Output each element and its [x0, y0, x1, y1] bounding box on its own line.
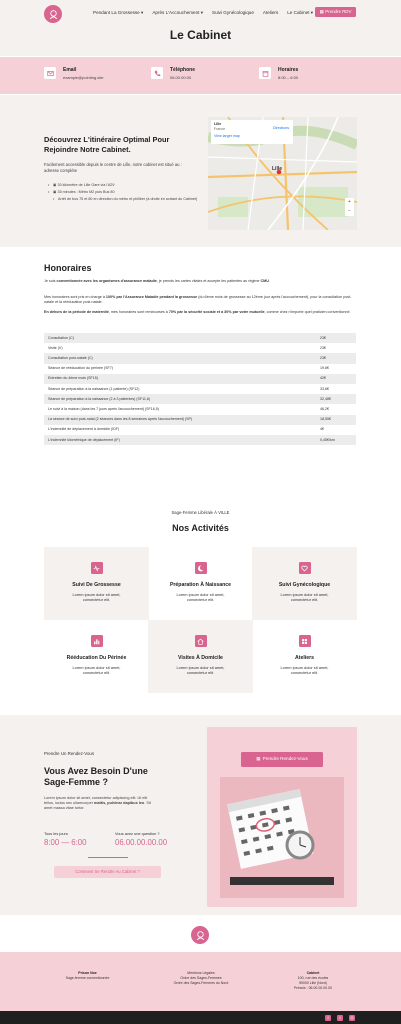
fee-label: Visite (V) — [48, 345, 63, 350]
table-row — [44, 404, 356, 414]
activity-card[interactable] — [252, 547, 357, 620]
footer-link[interactable]: Mentions Légales — [187, 971, 215, 975]
activity-card[interactable] — [148, 547, 253, 620]
table-row — [44, 343, 356, 353]
activities-pretitle: Sage-Femme Libérale À VILLE — [171, 510, 230, 515]
activity-title: Visites À Domicile — [178, 655, 223, 661]
hours-label: Tous les jours — [44, 831, 68, 836]
appointment-box — [207, 727, 357, 907]
map-zoom-controls[interactable] — [345, 198, 354, 216]
fee-value: 4€ — [320, 427, 324, 432]
map-info-card — [211, 120, 293, 144]
heart-icon — [299, 562, 311, 574]
directions-button[interactable]: Comment Se Rendre Au Cabinet ? — [54, 866, 161, 878]
fee-value: 23€ — [320, 345, 326, 350]
contact-band — [0, 57, 401, 94]
table-row — [44, 353, 356, 363]
fees-paragraph: Je suis conventionnée avec les organismes d'assurance maladie, je prends les cartes vitales et accepte les patientes au régime CMU. — [44, 279, 270, 283]
footer-col-about: Prison Noe Sage-femme conventionnée — [65, 971, 110, 981]
fee-value: 33,6€ — [320, 386, 329, 391]
fees-title: Honoraires — [44, 263, 92, 273]
fee-value: 42€ — [320, 376, 326, 381]
calendar-icon — [259, 67, 271, 79]
footer-col-legal — [165, 971, 237, 986]
contact-phone[interactable] — [151, 67, 195, 80]
appointment-pretitle: Prendre Un Rendez-Vous — [44, 751, 95, 756]
table-row — [44, 425, 356, 435]
fees-section — [0, 248, 401, 493]
fee-label: La séance de suivi post-natal (2 séances dans les 8 semaines après l'accouchement) (SP) — [48, 417, 193, 422]
activity-title: Suivi Gynécologique — [278, 582, 331, 588]
train-icon: ▣ — [53, 183, 57, 187]
divider — [88, 857, 128, 858]
activity-card[interactable] — [44, 547, 149, 620]
fee-label: Séance de rééducation du périnée (SF7) — [48, 366, 113, 371]
activity-desc: Lorem ipsum dolor sit amet, consectetur elit. — [280, 665, 329, 676]
activity-title: Ateliers — [294, 655, 315, 661]
contact-value: 8:00 – 6:00 — [278, 74, 299, 80]
zoom-in-icon[interactable]: + — [348, 199, 351, 205]
map-sub: France — [214, 126, 226, 131]
map-larger-link[interactable]: View larger map — [214, 133, 240, 138]
contact-value: example@pointing.site — [63, 74, 104, 80]
footer-link[interactable]: Ordre des Sages-Femmes — [180, 976, 222, 981]
nav-suivi-gynecologique[interactable]: Suivi Gynécologique — [212, 10, 254, 15]
fee-label: L'indemnité kilométrique de déplacement (IF) — [48, 437, 120, 442]
activities-title: Nos Activités — [172, 523, 229, 533]
activity-desc: Lorem ipsum dolor sit amet, consectetur elit. — [176, 592, 225, 603]
contact-label: Téléphone — [170, 67, 196, 73]
contact-value: 06.00.00.00 — [170, 74, 192, 80]
pulse-icon — [91, 562, 103, 574]
appointment-hours — [44, 831, 86, 849]
list-item: • Arrêt de bus 75 et 80 en direction du métro et phillber (à droite en sortant du Cabinet) — [48, 197, 198, 202]
contact-hours — [259, 67, 298, 80]
nav-pendant-grossesse[interactable]: Pendant La Grossesse ▾ — [93, 10, 144, 15]
contact-label: Email — [63, 67, 77, 73]
table-row — [44, 415, 356, 425]
home-icon — [195, 635, 207, 647]
activity-card[interactable] — [148, 620, 253, 693]
footer-bar — [0, 1011, 401, 1024]
fees-table — [44, 333, 356, 445]
nav-apres-accouchement[interactable]: Après L'Accouchement ▾ — [152, 10, 204, 15]
fee-label: Le suivi à la maison (dans les 7 jours après l'accouchement) (SF16,5) — [48, 406, 159, 411]
activity-title: Rééducation Du Périnée — [66, 655, 127, 661]
table-row — [44, 384, 356, 394]
chart-icon — [91, 635, 103, 647]
header — [0, 0, 401, 56]
activity-desc: Lorem ipsum dolor sit amet, consectetur elit. — [72, 665, 121, 676]
activity-card[interactable] — [252, 620, 357, 693]
footer — [0, 952, 401, 1011]
table-row — [44, 364, 356, 374]
activity-desc: Lorem ipsum dolor sit amet, consectetur elit. — [72, 592, 121, 603]
calendar-icon: ▦ — [319, 9, 324, 15]
main-nav — [93, 10, 322, 16]
fee-label: Entretien du 4ème mois (SF15) — [48, 376, 98, 381]
fee-value: 32,48€ — [320, 396, 331, 401]
appointment-phone[interactable] — [115, 831, 167, 849]
zoom-out-icon[interactable]: − — [348, 208, 351, 214]
activity-title: Préparation À Naissance — [169, 582, 232, 588]
itinerary-title: Découvrez L'itinéraire Optimal Pour Rejoindre Notre Cabinet. — [44, 135, 170, 154]
fee-value: 46,2€ — [320, 406, 329, 411]
table-row — [44, 374, 356, 384]
calendar-icon: ▦ — [256, 756, 261, 762]
header-rdv-button[interactable]: ▦ Prendre RDV — [315, 7, 356, 17]
fee-value: 18,55€ — [320, 417, 331, 422]
table-row — [44, 435, 356, 445]
list-item: • ▣ 30 kilomètre de Lille Gare via l'A29 — [48, 183, 198, 188]
map-place: Lille — [214, 122, 222, 126]
footer-logo[interactable] — [191, 926, 209, 944]
fee-value: 23€ — [320, 335, 326, 340]
activity-card[interactable] — [44, 620, 149, 693]
google-map[interactable] — [208, 117, 357, 230]
map-directions[interactable]: Directions — [273, 126, 289, 130]
appointment-title: Vous Avez Besoin D'une Sage-Femme ? — [44, 766, 148, 788]
fee-label: L'indemnité de déplacement à domicile (IDF) — [48, 427, 120, 432]
phone-icon — [151, 67, 163, 79]
phone-value[interactable]: 06.00.00.00.00 — [115, 838, 168, 848]
moon-icon — [195, 562, 207, 574]
instagram-icon[interactable]: ◎ — [350, 1014, 354, 1020]
hours-value: 8:00 — 6:00 — [44, 838, 87, 848]
appointment-section — [0, 715, 401, 915]
fees-paragraph: En dehors de la période de maternité, mes honoraires sont remboursés à 70% par la sécurité sociale et à 30% par votre mutuelle, comme chez n'importe quel praticien conventionné. — [44, 310, 351, 314]
map-city-label: Lille — [272, 166, 283, 172]
fee-value: 19,6€ — [320, 366, 329, 371]
phone-label: Vous avez une question ? — [115, 831, 160, 836]
activities-section — [0, 494, 401, 714]
table-row — [44, 333, 356, 343]
fee-label: Consultation post-natale (C) — [48, 356, 93, 361]
itinerary-list — [48, 183, 198, 204]
fees-paragraph: Mes honoraires sont pris en charge à 100% par l'Assurance Maladie pendant la grossesse (du 6ème mois de grossesse au 12ème jour après l'accouchement), pour la consultation post-natale et la rééducation post-natale. — [44, 295, 352, 304]
contact-label: Horaires — [278, 67, 299, 73]
nav-ateliers[interactable]: Ateliers — [262, 10, 279, 15]
activity-title: Suivi De Grossesse — [72, 582, 121, 588]
twitter-icon[interactable]: t — [337, 1015, 343, 1021]
page-title: Le Cabinet — [169, 28, 232, 42]
fee-value: 23€ — [320, 356, 326, 361]
book-appointment-button[interactable]: ▦ Prendre Rendez-Vous — [241, 752, 323, 767]
appointment-description: Lorem ipsum dolor sit amet, consectetur adipiscing elit. Ut elit tellus, luctus nec ullamcorper mattis, pulvinar dapibus leo. Sit amet massa vitae tortor. — [44, 796, 151, 811]
bus-icon: ▣ — [53, 189, 57, 194]
fee-label: Séance de préparation à la naissance (1 patiente) (SF12) — [48, 386, 140, 391]
calendar-clock-photo — [220, 777, 344, 898]
itinerary-description: Facilement accessible depuis le centre de Lille, notre cabinet est situé au : adresse complète — [44, 162, 182, 173]
table-row — [44, 394, 356, 404]
mail-icon — [44, 67, 56, 79]
list-item: • ▣ 35 minutes : Métro M2 puis Bus 80 — [48, 190, 198, 195]
activity-desc: Lorem ipsum dolor sit amet, consectetur elit. — [280, 592, 329, 603]
logo[interactable] — [44, 5, 62, 23]
activity-desc: Lorem ipsum dolor sit amet, consectetur elit. — [176, 665, 225, 676]
fee-label: Séance de préparation à la naissance (2 à 3 patientes) (SF11,6) — [48, 396, 151, 401]
grid-icon — [299, 635, 311, 647]
contact-email[interactable] — [44, 67, 104, 80]
facebook-icon[interactable]: f — [325, 1015, 331, 1021]
nav-le-cabinet[interactable]: Le Cabinet ▾ — [287, 10, 314, 15]
footer-col-cabinet: Cabinet 100, rue des écoles 59000 Lille (Nord) Préavis : 06.00.00.00.00 — [294, 971, 332, 991]
fee-label: Consultation (C) — [48, 335, 74, 340]
fee-value: 0,45€/km — [320, 437, 335, 442]
footer-link[interactable]: Ordre des Sages-Femmes du Nord — [173, 981, 229, 986]
